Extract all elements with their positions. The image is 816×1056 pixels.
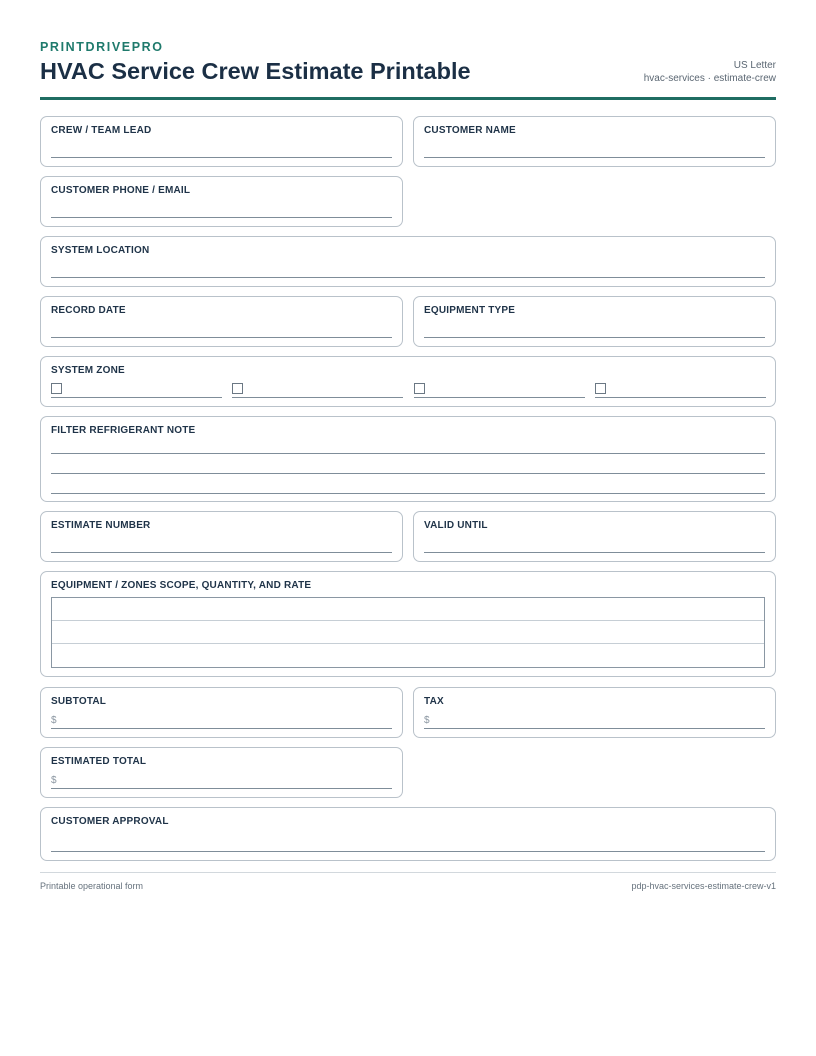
field-label: RECORD DATE bbox=[51, 305, 126, 316]
field-label: VALID UNTIL bbox=[424, 520, 488, 531]
zone-option-3[interactable] bbox=[414, 383, 585, 398]
field-label: CUSTOMER APPROVAL bbox=[51, 816, 169, 827]
field-label: CUSTOMER PHONE / EMAIL bbox=[51, 185, 191, 196]
write-line[interactable] bbox=[51, 473, 765, 474]
system-zone-field bbox=[40, 356, 776, 407]
estimated-total-field[interactable] bbox=[40, 747, 403, 798]
signature-line[interactable] bbox=[51, 851, 765, 852]
customer-approval-field[interactable] bbox=[40, 807, 776, 861]
scope-table-section bbox=[40, 571, 776, 677]
write-line[interactable] bbox=[51, 788, 392, 789]
write-line[interactable] bbox=[51, 728, 392, 729]
customer-contact-field[interactable] bbox=[40, 176, 403, 227]
valid-until-field[interactable] bbox=[413, 511, 776, 562]
footer-divider bbox=[40, 872, 776, 873]
footer-note: Printable operational form bbox=[40, 881, 144, 891]
write-line[interactable] bbox=[51, 552, 392, 553]
write-line[interactable] bbox=[51, 493, 765, 494]
table-row[interactable] bbox=[52, 621, 764, 644]
currency-symbol: $ bbox=[51, 715, 57, 726]
brand-name: PRINTDRIVEPRO bbox=[40, 40, 164, 54]
write-line[interactable] bbox=[51, 157, 392, 158]
table-row[interactable] bbox=[52, 598, 764, 621]
record-date-field[interactable] bbox=[40, 296, 403, 347]
currency-symbol: $ bbox=[51, 775, 57, 786]
zone-option-4[interactable] bbox=[595, 383, 766, 398]
field-label: EQUIPMENT TYPE bbox=[424, 305, 516, 316]
zone-option-2[interactable] bbox=[232, 383, 403, 398]
field-label: TAX bbox=[424, 696, 444, 707]
header-divider bbox=[40, 97, 776, 100]
write-line[interactable] bbox=[51, 337, 392, 338]
field-label: FILTER REFRIGERANT NOTE bbox=[51, 425, 196, 436]
field-label: ESTIMATE NUMBER bbox=[51, 520, 151, 531]
write-line bbox=[595, 397, 766, 398]
paper-size: US Letter bbox=[733, 60, 776, 71]
field-label: SYSTEM ZONE bbox=[51, 365, 125, 376]
write-line bbox=[51, 397, 222, 398]
checkbox[interactable] bbox=[595, 383, 606, 394]
scope-table bbox=[51, 597, 765, 668]
write-line[interactable] bbox=[424, 728, 765, 729]
field-label: SUBTOTAL bbox=[51, 696, 107, 707]
field-label: EQUIPMENT / ZONES SCOPE, QUANTITY, AND RATE bbox=[51, 580, 312, 591]
checkbox[interactable] bbox=[232, 383, 243, 394]
customer-name-field[interactable] bbox=[413, 116, 776, 167]
equipment-type-field[interactable] bbox=[413, 296, 776, 347]
document-tags: hvac-services · estimate-crew bbox=[643, 73, 776, 84]
write-line[interactable] bbox=[424, 337, 765, 338]
write-line bbox=[414, 397, 585, 398]
zone-option-1[interactable] bbox=[51, 383, 222, 398]
filter-note-field[interactable] bbox=[40, 416, 776, 502]
write-line[interactable] bbox=[51, 277, 765, 278]
write-line[interactable] bbox=[51, 217, 392, 218]
write-line[interactable] bbox=[424, 552, 765, 553]
crew-lead-field[interactable] bbox=[40, 116, 403, 167]
field-label: CREW / TEAM LEAD bbox=[51, 125, 152, 136]
field-label: ESTIMATED TOTAL bbox=[51, 756, 147, 767]
table-row[interactable] bbox=[52, 644, 764, 667]
field-label: SYSTEM LOCATION bbox=[51, 245, 150, 256]
write-line bbox=[232, 397, 403, 398]
field-label: CUSTOMER NAME bbox=[424, 125, 516, 136]
currency-symbol: $ bbox=[424, 715, 430, 726]
write-line[interactable] bbox=[424, 157, 765, 158]
form-code: pdp-hvac-services-estimate-crew-v1 bbox=[631, 881, 776, 891]
checkbox[interactable] bbox=[414, 383, 425, 394]
page-title: HVAC Service Crew Estimate Printable bbox=[40, 58, 471, 84]
estimate-number-field[interactable] bbox=[40, 511, 403, 562]
checkbox[interactable] bbox=[51, 383, 62, 394]
write-line[interactable] bbox=[51, 453, 765, 454]
document-meta bbox=[644, 59, 776, 85]
tax-field[interactable] bbox=[413, 687, 776, 738]
subtotal-field[interactable] bbox=[40, 687, 403, 738]
system-location-field[interactable] bbox=[40, 236, 776, 287]
